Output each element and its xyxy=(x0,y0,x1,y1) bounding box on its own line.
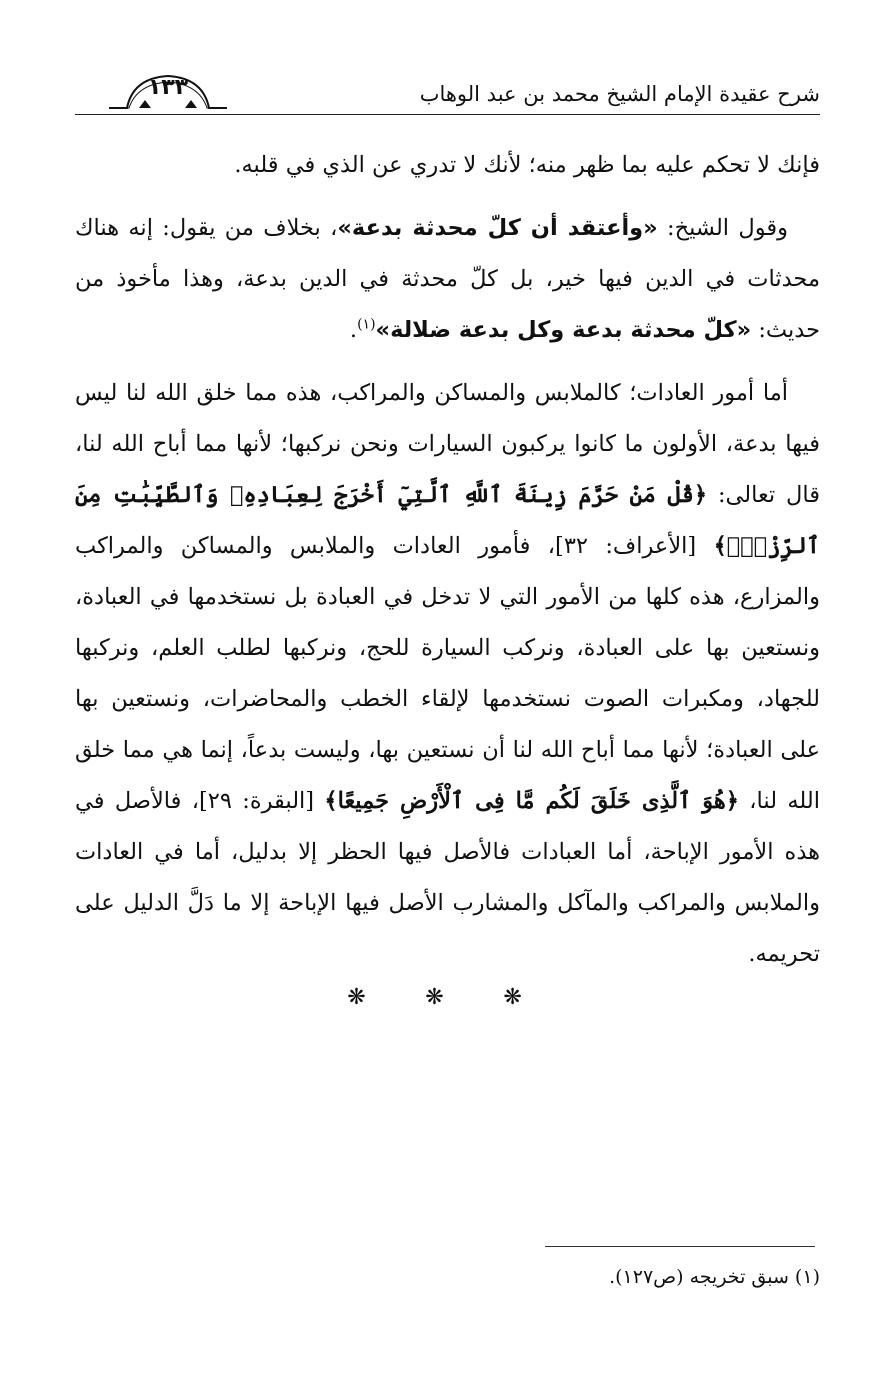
running-title: شرح عقيدة الإمام الشيخ محمد بن عبد الوهاب xyxy=(419,82,820,106)
paragraph-1 xyxy=(75,140,820,191)
footnote-marker: (١) xyxy=(357,316,376,333)
paragraph-3 xyxy=(75,368,820,980)
text-segment: أما أمور العادات؛ كالملابس والمساكن والمراكب، هذه مما خلق الله لنا ليس فيها بدعة، الأولون ما كانوا يركبون السيارات ونحن نركبها؛ لأنها مما أباح الله لنا، قال تعالى: xyxy=(75,380,820,508)
footnote-rule xyxy=(545,1246,815,1247)
section-separator: ❋ ❋ ❋ xyxy=(347,985,548,1010)
quran-verse: ﴿هُوَ ٱلَّذِى خَلَقَ لَكُم مَّا فِى ٱلْأَرْضِ جَمِيعًا﴾ xyxy=(324,788,739,814)
header-rule xyxy=(75,114,820,115)
page-header xyxy=(75,75,820,120)
text-segment: [الأعراف: ٣٢]، فأمور العادات والملابس والمساكن والمراكب والمزارع، هذه كلها من الأمور التي لا تدخل في العبادة بل نستخدمها في العبادة، ونستعين بها على العبادة، ونركب السيارة للحج، ونركبها لطلب العلم، ونركبها للجهاد، ومكبرات الصوت نستخدمها لإلقاء الخطب والمحاضرات، ونستعين بها على العبادة؛ لأنها مما أباح الله لنا أن نستعين بها، وليست بدعاً، إنما هي مما خلق الله لنا، xyxy=(75,533,820,814)
footnote: (١) سبق تخريجه (ص١٢٧). xyxy=(609,1266,820,1288)
text-segment: . xyxy=(349,317,358,343)
paragraph-2 xyxy=(75,203,820,356)
quoted-phrase: «وأعتقد أن كلّ محدثة بدعة» xyxy=(337,215,658,241)
body-text xyxy=(75,140,820,980)
text-segment: وقول الشيخ: xyxy=(657,215,788,241)
hadith-quote: «كلّ محدثة بدعة وكل بدعة ضلالة» xyxy=(375,317,752,343)
text-segment: فإنك لا تحكم عليه بما ظهر منه؛ لأنك لا تدري عن الذي في قلبه. xyxy=(234,152,820,178)
quran-verse: ﴿قُلْ مَنْ حَرَّمَ زِينَةَ ٱللَّهِ ٱلَّتِيٓ أَخْرَجَ لِعِبَادِهِۦ وَٱلطَّيِّبَٰتِ مِنَ ٱلرِّزْقِۚ﴾ xyxy=(75,482,820,559)
text-segment: [البقرة: ٢٩]، فالأصل في هذه الأمور الإباحة، أما العبادات فالأصل فيها الحظر إلا بدليل، أما في العادات والملابس والمراكب والمآكل والمشارب الأصل فيها الإباحة إلا ما دَلَّ الدليل على تحريمه. xyxy=(75,788,820,967)
page-number: ١٣٣ xyxy=(147,75,189,100)
text-segment: ، بخلاف من يقول: إنه هناك محدثات في الدين فيها خير، بل كلّ محدثة في الدين بدعة، وهذا مأخوذ من حديث: xyxy=(75,215,820,343)
page-number-badge xyxy=(105,72,231,112)
